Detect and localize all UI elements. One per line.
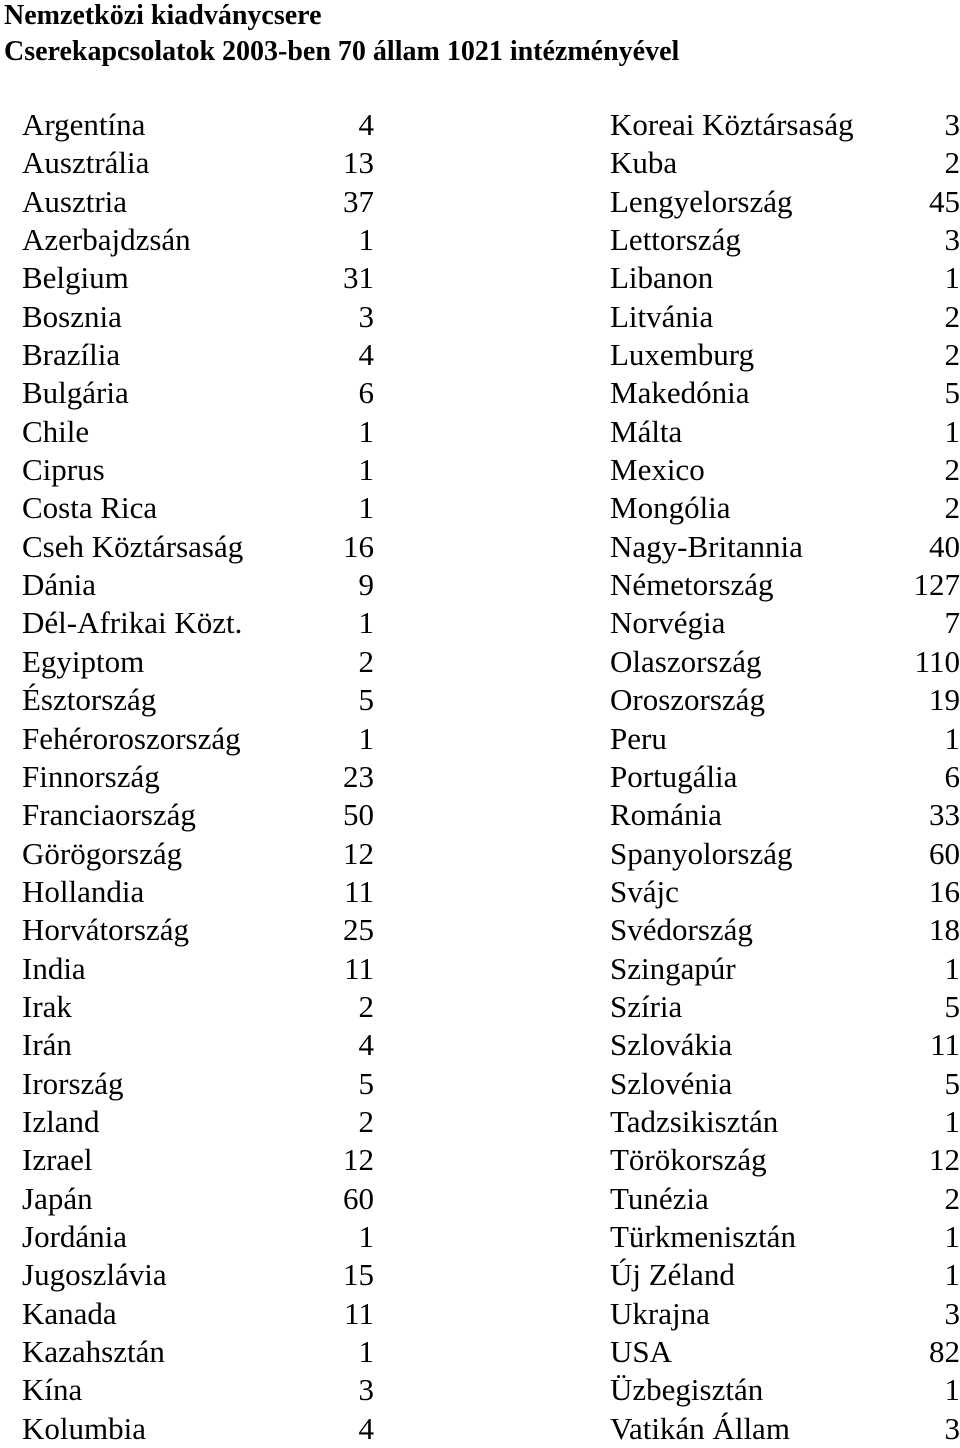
institution-count: 2 xyxy=(945,144,960,182)
country-name: Litvánia xyxy=(610,298,713,336)
institution-count: 1 xyxy=(945,1218,960,1256)
country-row xyxy=(610,1065,960,1103)
institution-count: 1 xyxy=(945,1256,960,1294)
institution-count: 5 xyxy=(945,988,960,1026)
country-name: Mongólia xyxy=(610,489,731,527)
page-title: Nemzetközi kiadványcsere xyxy=(4,0,322,32)
country-name: Irak xyxy=(22,988,72,1026)
institution-count: 1 xyxy=(359,1333,375,1371)
institution-count: 4 xyxy=(359,336,375,374)
institution-count: 45 xyxy=(929,183,960,221)
country-row xyxy=(22,758,374,796)
institution-count: 1 xyxy=(945,720,960,758)
country-row xyxy=(610,835,960,873)
country-row xyxy=(22,1295,374,1333)
institution-count: 2 xyxy=(945,336,960,374)
country-name: Chile xyxy=(22,413,89,451)
country-row xyxy=(610,336,960,374)
institution-count: 1 xyxy=(359,221,375,259)
country-row xyxy=(610,1141,960,1179)
country-name: Ausztrália xyxy=(22,144,149,182)
country-name: Németország xyxy=(610,566,774,604)
institution-count: 4 xyxy=(359,106,375,144)
country-row xyxy=(610,566,960,604)
country-list-right xyxy=(610,106,960,1448)
country-name: Ausztria xyxy=(22,183,127,221)
country-name: Norvégia xyxy=(610,604,725,642)
institution-count: 2 xyxy=(359,1103,375,1141)
country-name: Kuba xyxy=(610,144,677,182)
country-name: Szingapúr xyxy=(610,950,736,988)
country-row xyxy=(610,451,960,489)
country-row xyxy=(22,643,374,681)
country-name: Görögország xyxy=(22,835,182,873)
country-row xyxy=(22,451,374,489)
country-row xyxy=(610,1410,960,1448)
country-row xyxy=(610,1218,960,1256)
institution-count: 3 xyxy=(945,1410,960,1448)
country-name: Hollandia xyxy=(22,873,144,911)
institution-count: 127 xyxy=(914,566,960,604)
institution-count: 1 xyxy=(359,489,375,527)
country-row xyxy=(22,720,374,758)
country-row xyxy=(610,221,960,259)
country-row xyxy=(22,604,374,642)
country-row xyxy=(22,1026,374,1064)
institution-count: 5 xyxy=(359,1065,375,1103)
country-name: Libanon xyxy=(610,259,713,297)
country-name: Makedónia xyxy=(610,374,749,412)
country-name: Svájc xyxy=(610,873,679,911)
institution-count: 3 xyxy=(945,106,960,144)
institution-count: 15 xyxy=(343,1256,374,1294)
country-row xyxy=(22,796,374,834)
institution-count: 1 xyxy=(359,451,375,489)
country-row xyxy=(610,604,960,642)
institution-count: 25 xyxy=(343,911,374,949)
country-name: Azerbajdzsán xyxy=(22,221,191,259)
country-list-left xyxy=(22,106,374,1448)
institution-count: 11 xyxy=(344,950,374,988)
institution-count: 1 xyxy=(359,1218,375,1256)
country-row xyxy=(22,374,374,412)
institution-count: 2 xyxy=(945,451,960,489)
institution-count: 2 xyxy=(945,298,960,336)
country-row xyxy=(610,413,960,451)
country-name: Bosznia xyxy=(22,298,122,336)
country-name: Egyiptom xyxy=(22,643,144,681)
country-name: Szlovákia xyxy=(610,1026,732,1064)
country-row xyxy=(22,489,374,527)
country-name: Olaszország xyxy=(610,643,762,681)
country-name: Dél-Afrikai Közt. xyxy=(22,604,242,642)
country-row xyxy=(22,1103,374,1141)
country-name: Portugália xyxy=(610,758,737,796)
institution-count: 4 xyxy=(359,1026,375,1064)
country-name: Cseh Köztársaság xyxy=(22,528,243,566)
country-name: Finnország xyxy=(22,758,160,796)
institution-count: 1 xyxy=(945,1103,960,1141)
institution-count: 40 xyxy=(929,528,960,566)
country-name: Törökország xyxy=(610,1141,767,1179)
country-name: Dánia xyxy=(22,566,96,604)
country-row xyxy=(610,911,960,949)
country-row xyxy=(610,259,960,297)
institution-count: 2 xyxy=(359,988,375,1026)
institution-count: 33 xyxy=(929,796,960,834)
country-row xyxy=(22,183,374,221)
country-row xyxy=(22,1256,374,1294)
country-row xyxy=(610,144,960,182)
page-subtitle: Cserekapcsolatok 2003-ben 70 állam 1021 intézményével xyxy=(4,36,679,68)
country-name: Kazahsztán xyxy=(22,1333,165,1371)
country-row xyxy=(610,106,960,144)
country-row xyxy=(22,336,374,374)
country-name: Spanyolország xyxy=(610,835,793,873)
country-name: Oroszország xyxy=(610,681,765,719)
country-name: Málta xyxy=(610,413,682,451)
country-name: Kolumbia xyxy=(22,1410,146,1448)
country-row xyxy=(22,835,374,873)
country-row xyxy=(610,758,960,796)
institution-count: 23 xyxy=(343,758,374,796)
institution-count: 82 xyxy=(929,1333,960,1371)
country-row xyxy=(22,221,374,259)
institution-count: 11 xyxy=(344,1295,374,1333)
country-row xyxy=(610,374,960,412)
country-name: Luxemburg xyxy=(610,336,754,374)
country-name: Új Zéland xyxy=(610,1256,735,1294)
institution-count: 1 xyxy=(945,413,960,451)
country-name: Irán xyxy=(22,1026,72,1064)
country-row xyxy=(610,298,960,336)
institution-count: 110 xyxy=(915,643,960,681)
country-name: Üzbegisztán xyxy=(610,1371,763,1409)
institution-count: 12 xyxy=(343,835,374,873)
institution-count: 3 xyxy=(359,1371,375,1409)
country-row xyxy=(610,1371,960,1409)
institution-count: 5 xyxy=(945,374,960,412)
country-name: Ciprus xyxy=(22,451,105,489)
country-name: Szlovénia xyxy=(610,1065,732,1103)
country-row xyxy=(610,796,960,834)
country-row xyxy=(610,643,960,681)
country-row xyxy=(610,988,960,1026)
institution-count: 1 xyxy=(945,1371,960,1409)
institution-count: 16 xyxy=(929,873,960,911)
institution-count: 1 xyxy=(359,413,375,451)
country-row xyxy=(22,1333,374,1371)
institution-count: 13 xyxy=(343,144,374,182)
country-name: India xyxy=(22,950,86,988)
country-row xyxy=(610,720,960,758)
country-row xyxy=(610,681,960,719)
country-name: Tunézia xyxy=(610,1180,709,1218)
country-name: Szíria xyxy=(610,988,682,1026)
country-name: Vatikán Állam xyxy=(610,1410,790,1448)
institution-count: 11 xyxy=(344,873,374,911)
institution-count: 1 xyxy=(359,720,375,758)
country-row xyxy=(22,144,374,182)
institution-count: 3 xyxy=(945,221,960,259)
country-row xyxy=(610,1180,960,1218)
country-name: Kína xyxy=(22,1371,82,1409)
institution-count: 4 xyxy=(359,1410,375,1448)
country-row xyxy=(22,566,374,604)
country-name: Horvátország xyxy=(22,911,189,949)
country-row xyxy=(610,528,960,566)
institution-count: 12 xyxy=(929,1141,960,1179)
country-name: USA xyxy=(610,1333,672,1371)
country-row xyxy=(610,1295,960,1333)
institution-count: 16 xyxy=(343,528,374,566)
institution-count: 5 xyxy=(945,1065,960,1103)
country-name: Svédország xyxy=(610,911,753,949)
institution-count: 6 xyxy=(945,758,960,796)
country-name: Izrael xyxy=(22,1141,93,1179)
country-row xyxy=(22,413,374,451)
institution-count: 3 xyxy=(359,298,375,336)
country-row xyxy=(610,183,960,221)
country-row xyxy=(22,1180,374,1218)
country-name: Izland xyxy=(22,1103,99,1141)
country-name: Bulgária xyxy=(22,374,129,412)
institution-count: 11 xyxy=(930,1026,960,1064)
institution-count: 50 xyxy=(343,796,374,834)
institution-count: 18 xyxy=(929,911,960,949)
country-name: Lettország xyxy=(610,221,741,259)
country-row xyxy=(22,1218,374,1256)
country-row xyxy=(610,950,960,988)
country-row xyxy=(610,1026,960,1064)
institution-count: 2 xyxy=(359,643,375,681)
country-name: Belgium xyxy=(22,259,129,297)
institution-count: 2 xyxy=(945,1180,960,1218)
country-name: Koreai Köztársaság xyxy=(610,106,854,144)
country-name: Costa Rica xyxy=(22,489,157,527)
country-row xyxy=(22,1371,374,1409)
institution-count: 19 xyxy=(929,681,960,719)
country-row xyxy=(610,489,960,527)
institution-count: 1 xyxy=(359,604,375,642)
country-name: Brazília xyxy=(22,336,120,374)
institution-count: 37 xyxy=(343,183,374,221)
institution-count: 1 xyxy=(945,259,960,297)
country-name: Jordánia xyxy=(22,1218,127,1256)
institution-count: 6 xyxy=(359,374,375,412)
country-name: Kanada xyxy=(22,1295,117,1333)
country-name: Franciaország xyxy=(22,796,196,834)
country-name: Türkmenisztán xyxy=(610,1218,796,1256)
country-name: Románia xyxy=(610,796,722,834)
institution-count: 5 xyxy=(359,681,375,719)
country-name: Irország xyxy=(22,1065,124,1103)
country-name: Tadzsikisztán xyxy=(610,1103,778,1141)
country-name: Peru xyxy=(610,720,667,758)
country-name: Jugoszlávia xyxy=(22,1256,167,1294)
country-row xyxy=(22,681,374,719)
country-row xyxy=(22,911,374,949)
country-row xyxy=(22,873,374,911)
institution-count: 60 xyxy=(343,1180,374,1218)
country-row xyxy=(610,873,960,911)
country-name: Ukrajna xyxy=(610,1295,710,1333)
country-row xyxy=(22,259,374,297)
country-row xyxy=(22,1141,374,1179)
institution-count: 1 xyxy=(945,950,960,988)
country-name: Fehéroroszország xyxy=(22,720,241,758)
country-row xyxy=(22,988,374,1026)
country-row xyxy=(22,1410,374,1448)
country-row xyxy=(22,1065,374,1103)
country-row xyxy=(610,1256,960,1294)
country-row xyxy=(22,528,374,566)
country-name: Észtország xyxy=(22,681,156,719)
country-row xyxy=(22,106,374,144)
country-row xyxy=(610,1333,960,1371)
country-name: Japán xyxy=(22,1180,93,1218)
country-row xyxy=(22,950,374,988)
institution-count: 7 xyxy=(945,604,960,642)
institution-count: 60 xyxy=(929,835,960,873)
institution-count: 12 xyxy=(343,1141,374,1179)
country-row xyxy=(22,298,374,336)
country-name: Argentína xyxy=(22,106,145,144)
institution-count: 2 xyxy=(945,489,960,527)
country-name: Nagy-Britannia xyxy=(610,528,803,566)
institution-count: 9 xyxy=(359,566,375,604)
institution-count: 3 xyxy=(945,1295,960,1333)
institution-count: 31 xyxy=(343,259,374,297)
country-name: Mexico xyxy=(610,451,705,489)
country-row xyxy=(610,1103,960,1141)
country-name: Lengyelország xyxy=(610,183,792,221)
